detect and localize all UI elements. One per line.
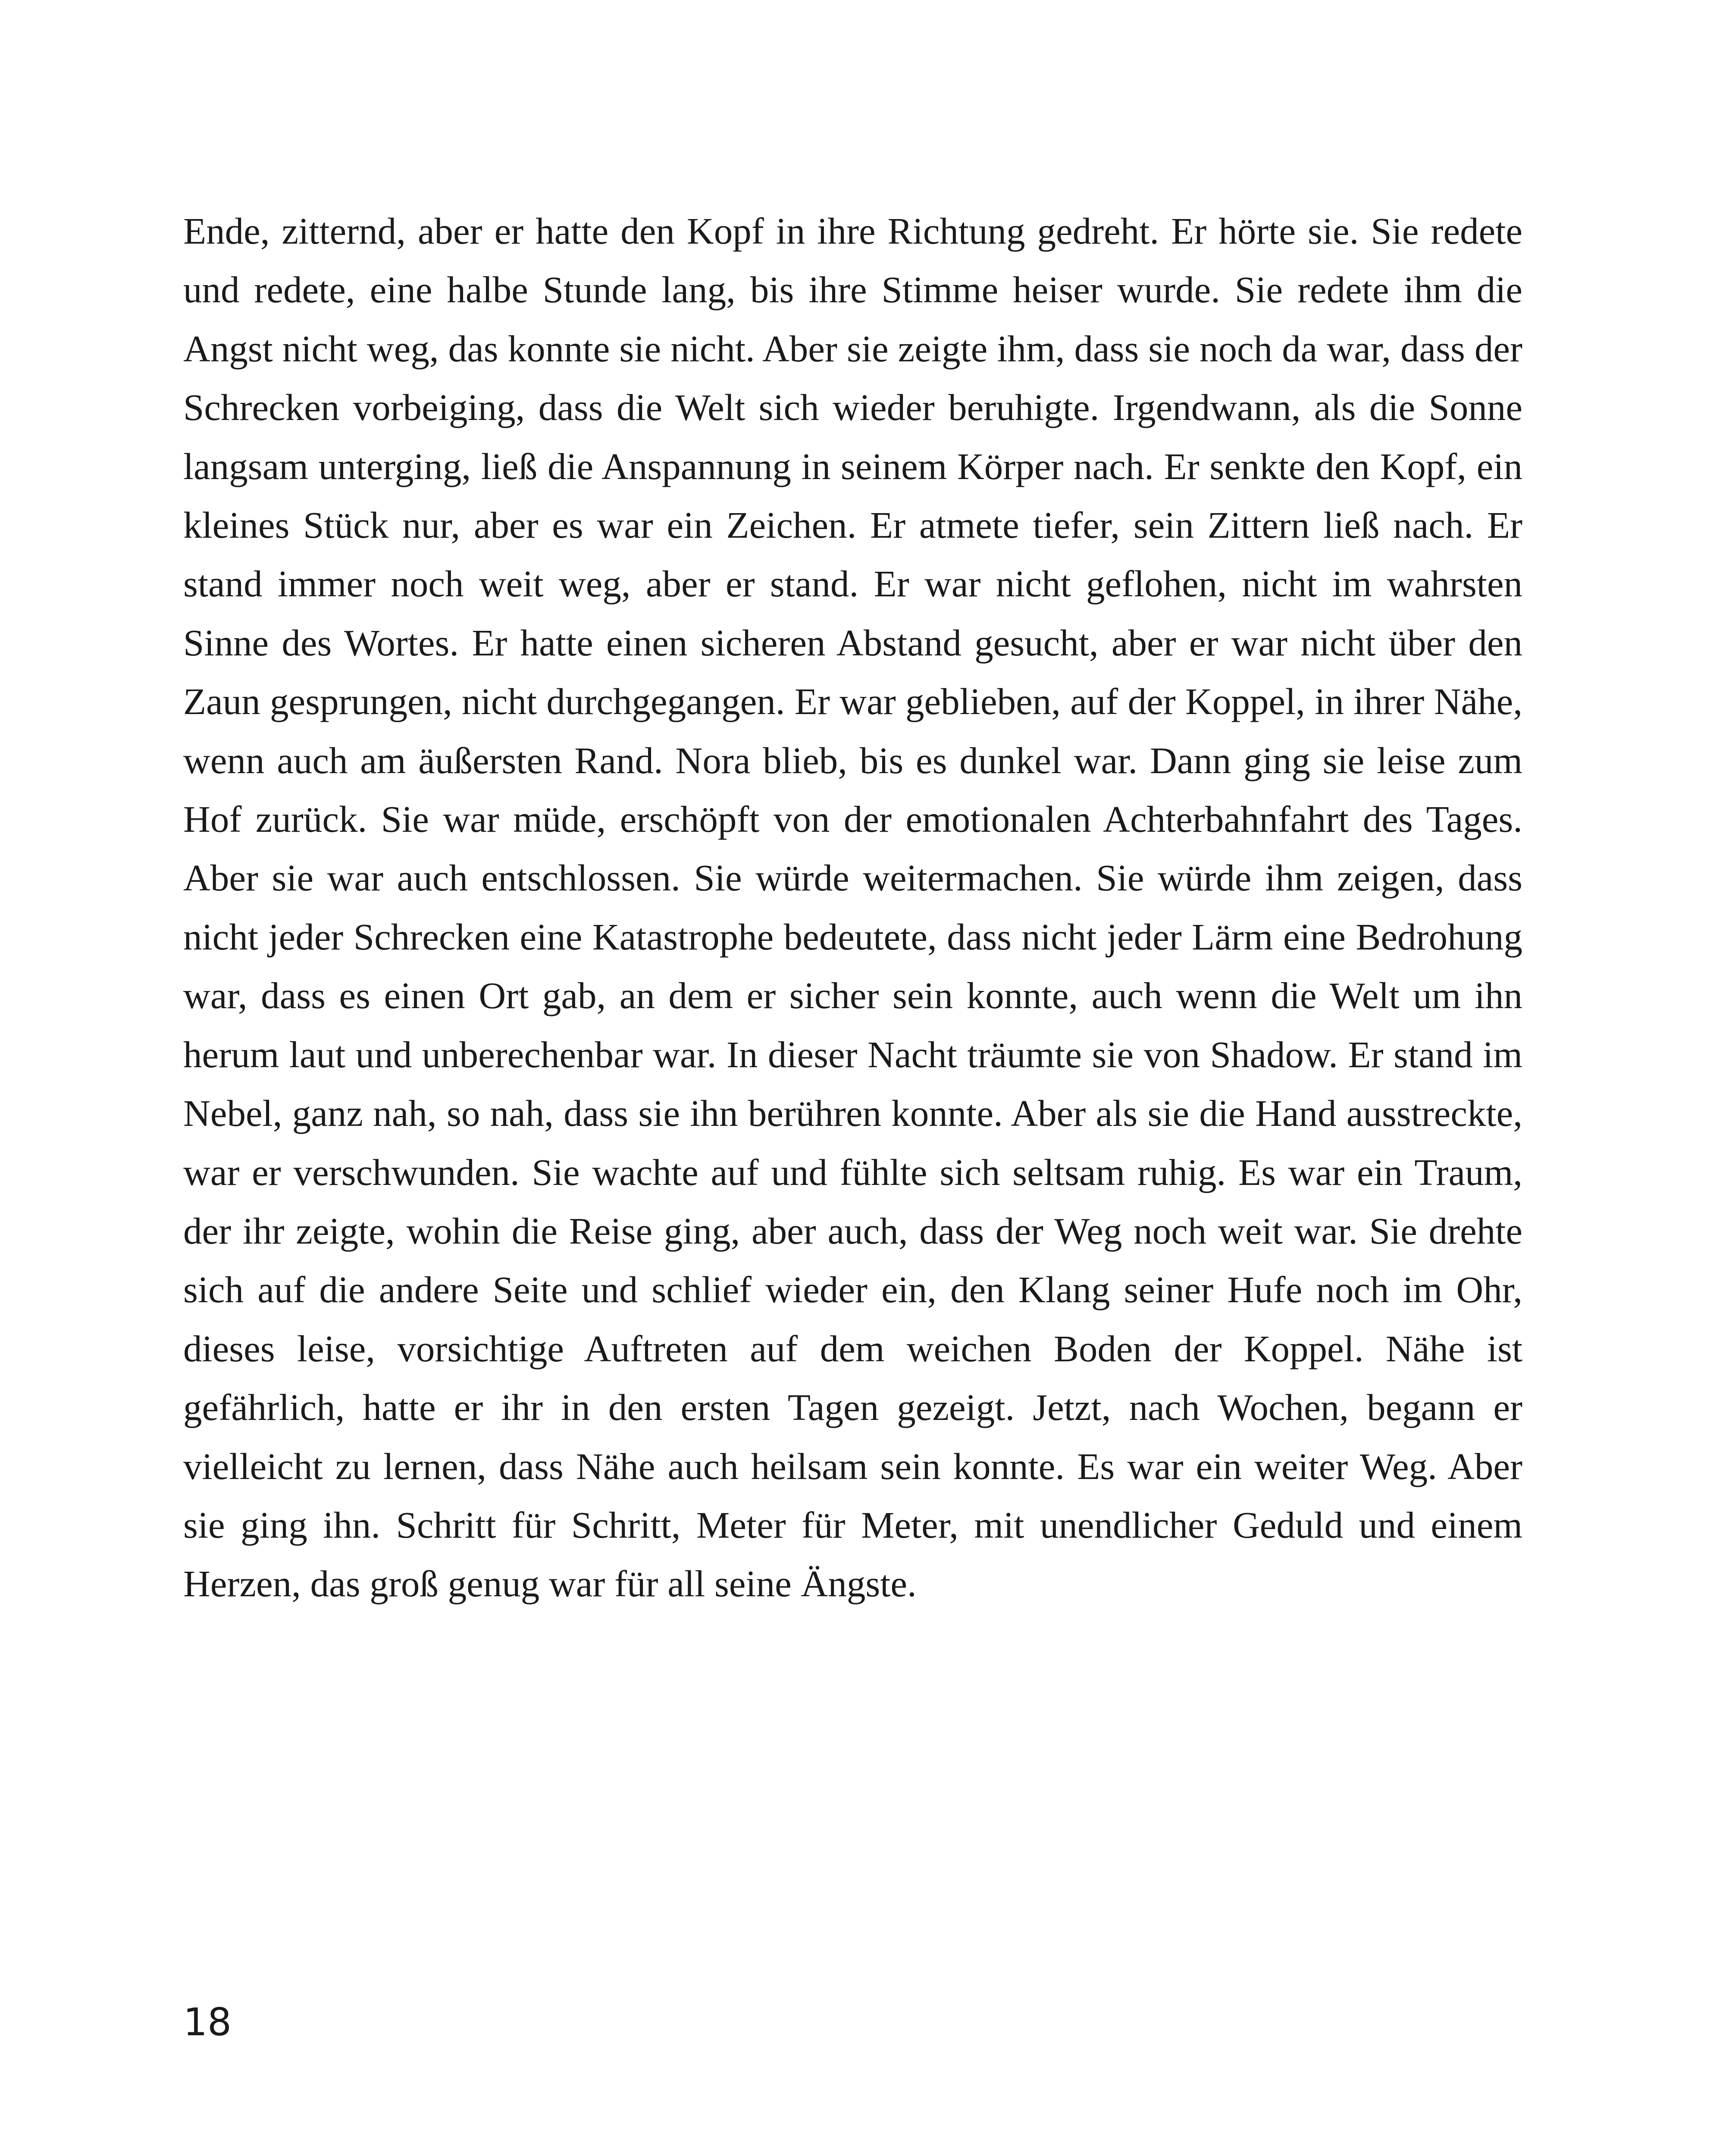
- body-paragraph: Ende, zitternd, aber er hatte den Kopf in ihre Richtung gedreht. Er hörte sie. Sie redete und redete, eine halbe Stunde lang, bis ihre Stimme heiser wurde. Sie redete ihm die Angst nicht weg, das konnte sie nicht. Aber sie zeigte ihm, dass sie noch da war, dass der Schrecken vorbeiging, dass die Welt sich wieder beruhigte. Irgendwann, als die Sonne langsam unterging, ließ die Anspannung in seinem Körper nach. Er senkte den Kopf, ein kleines Stück nur, aber es war ein Zeichen. Er atmete tiefer, sein Zittern ließ nach. Er stand immer noch weit weg, aber er stand. Er war nicht geflohen, nicht im wahrsten Sinne des Wortes. Er hatte einen sicheren Abstand gesucht, aber er war nicht über den Zaun gesprungen, nicht durchgegangen. Er war geblieben, auf der Koppel, in ihrer Nähe, wenn auch am äußersten Rand. Nora blieb, bis es dunkel war. Dann ging sie leise zum Hof zurück. Sie war müde, erschöpft von der emotionalen Achterbahnfahrt des Tages. Aber sie war auch entschlossen. Sie würde weitermachen. Sie würde ihm zeigen, dass nicht jeder Schrecken eine Katastrophe bedeutete, dass nicht jeder Lärm eine Bedrohung war, dass es einen Ort gab, an dem er sicher sein konnte, auch wenn die Welt um ihn herum laut und unberechenbar war. In dieser Nacht träumte sie von Shadow. Er stand im Nebel, ganz nah, so nah, dass sie ihn berühren konnte. Aber als sie die Hand ausstreckte, war er verschwunden. Sie wachte auf und fühlte sich seltsam ruhig. Es war ein Traum, der ihr zeigte, wohin die Reise ging, aber auch, dass der Weg noch weit war. Sie drehte sich auf die andere Seite und schlief wieder ein, den Klang seiner Hufe noch im Ohr, dieses leise, vorsichtige Auftreten auf dem weichen Boden der Koppel. Nähe ist gefährlich, hatte er ihr in den ersten Tagen gezeigt. Jetzt, nach Wochen, begann er vielleicht zu lernen, dass Nähe auch heilsam sein konnte. Es war ein weiter Weg. Aber sie ging ihn. Schritt für Schritt, Meter für Meter, mit unendlicher Geduld und einem Herzen, das groß genug war für all seine Ängste.: [183, 210, 1522, 1605]
- page-number: 18: [183, 2000, 232, 2044]
